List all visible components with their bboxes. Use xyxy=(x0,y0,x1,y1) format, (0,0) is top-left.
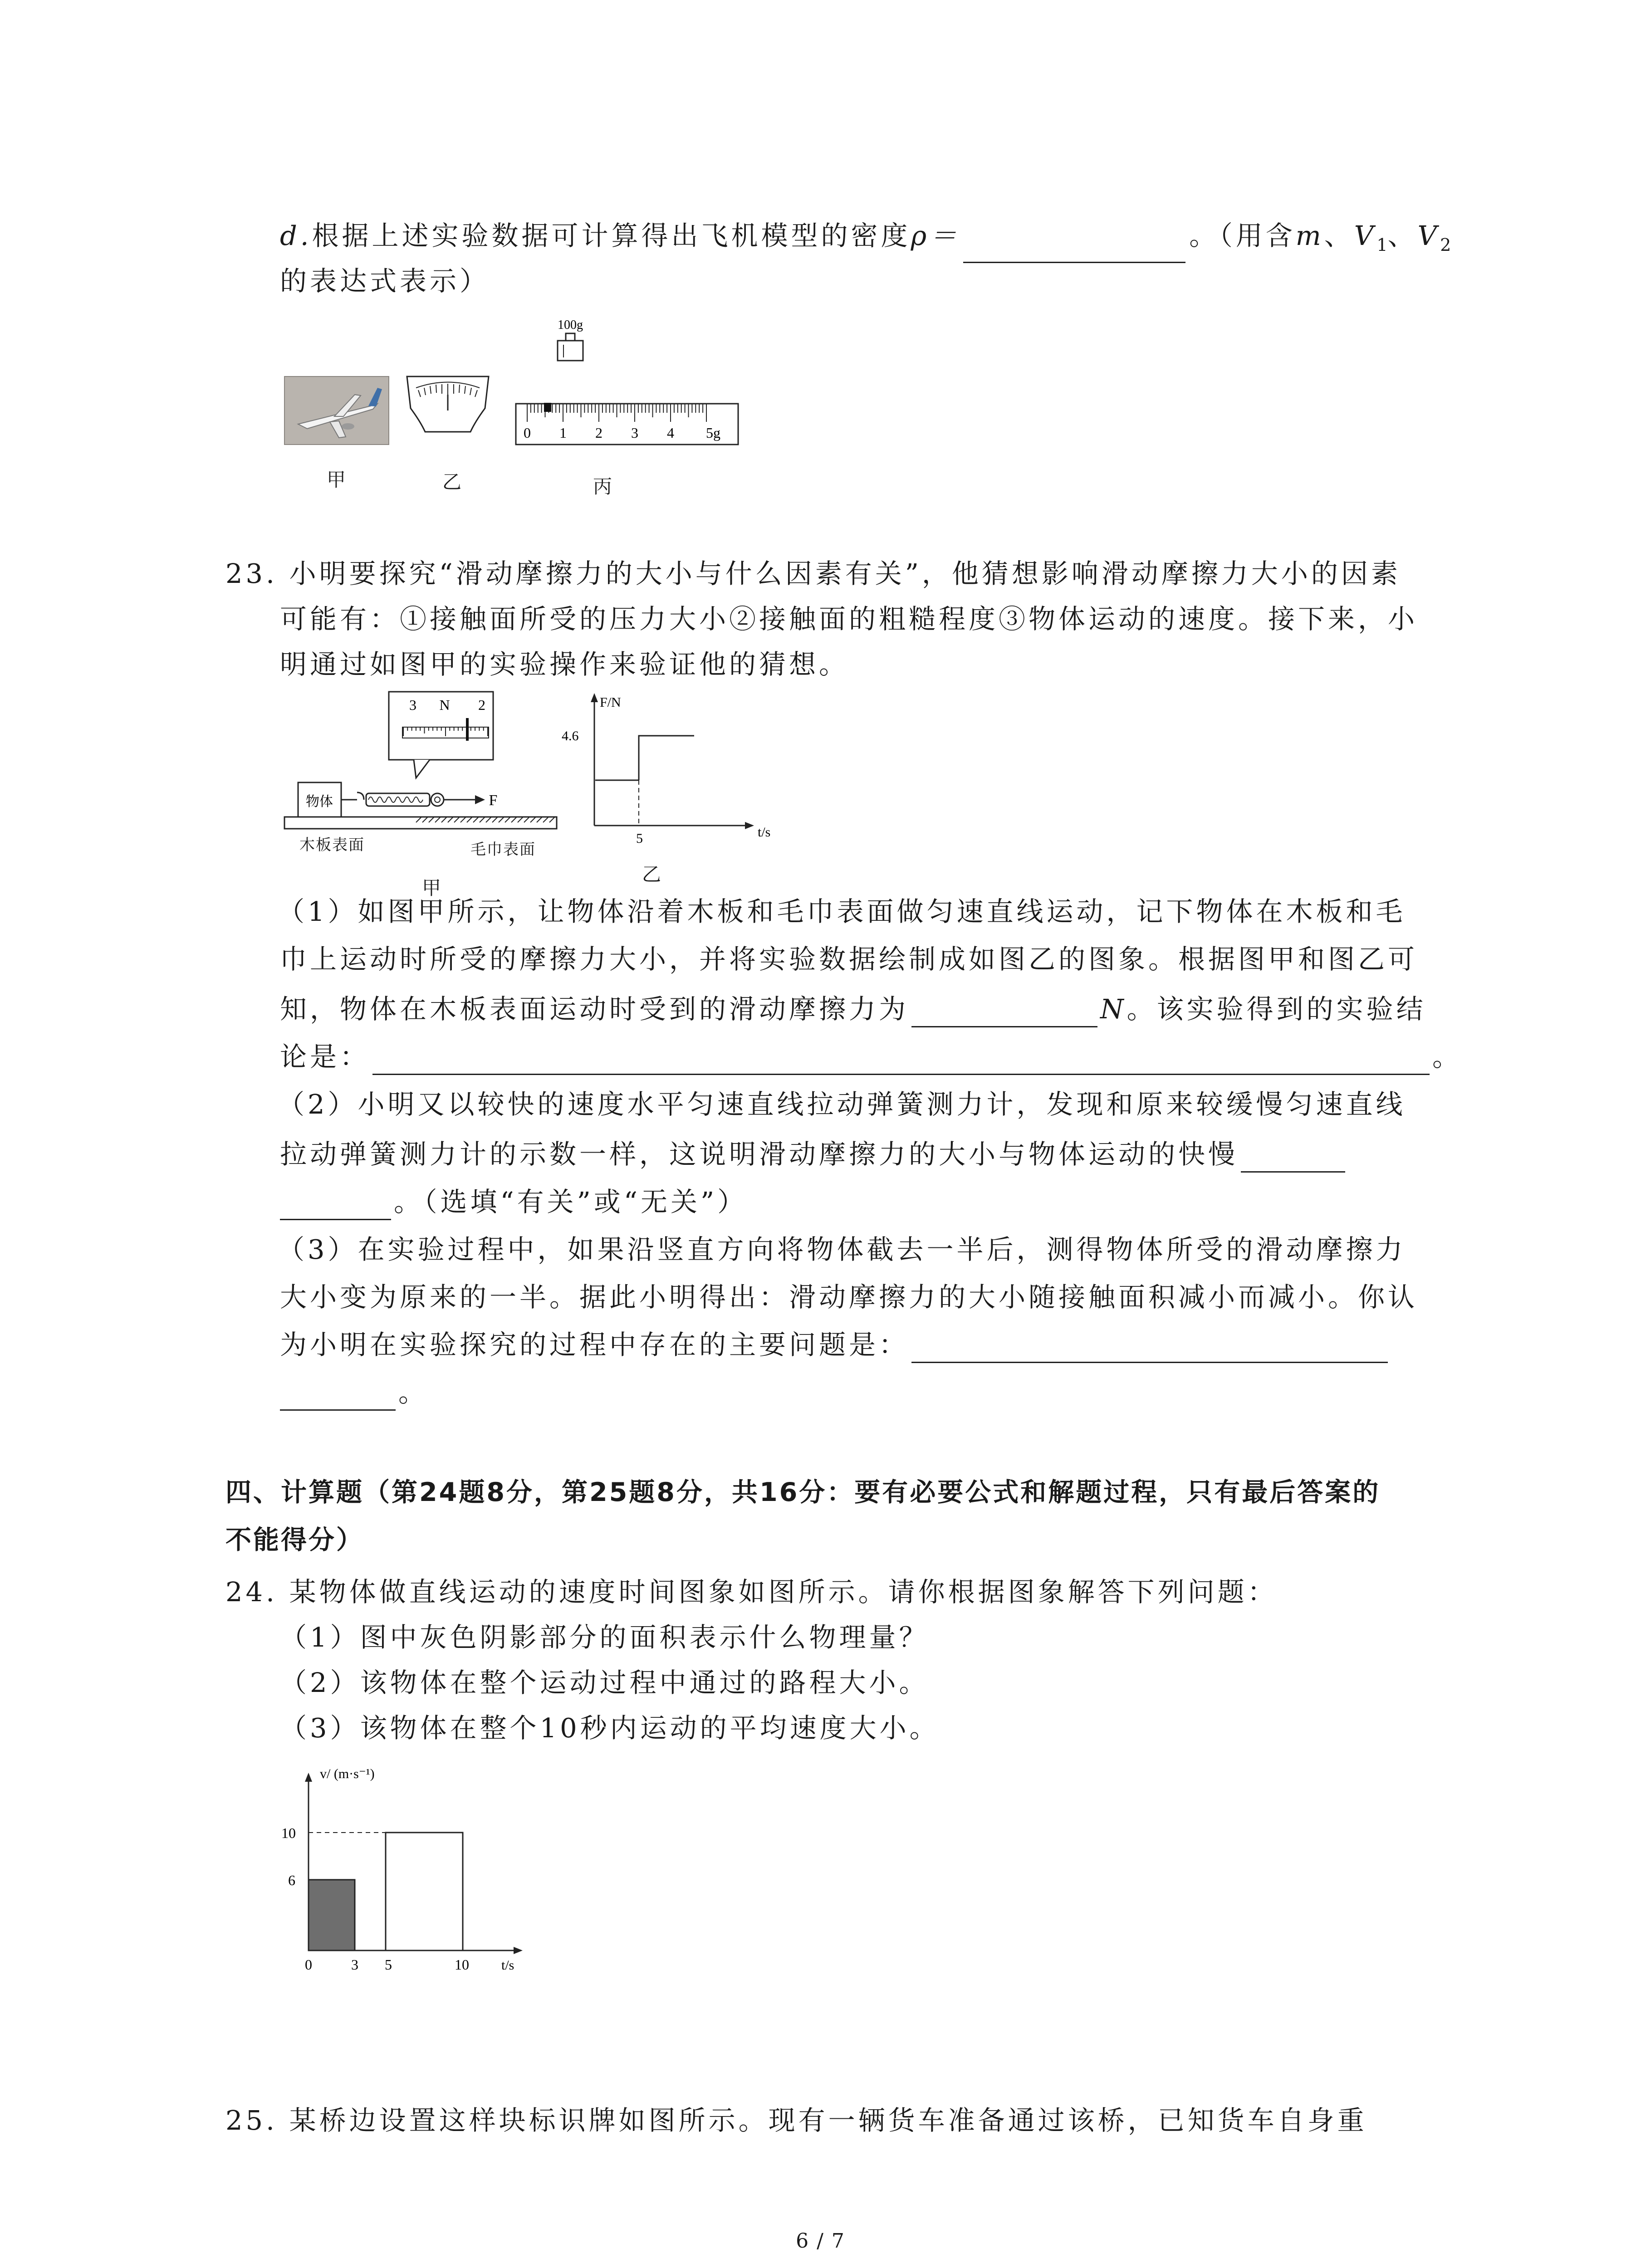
label-wood-surface: 木板表面 xyxy=(299,836,365,854)
q22-line-1: d.根据上述实验数据可计算得出飞机模型的密度ρ＝ 。（用含m、$V_1$、$V_2$ xyxy=(280,218,1451,263)
vt-xtick-3: 3 xyxy=(351,1956,358,1973)
vt-ylabel: v/ (m·s⁻¹) xyxy=(320,1766,375,1781)
q23-p3-line-2: 大小变为原来的一半。据此小明得出：滑动摩擦力的大小随接触面积减小而减小。你认 xyxy=(280,1281,1418,1313)
vt-ytick-6: 6 xyxy=(288,1872,295,1888)
answer-blank-friction[interactable] xyxy=(911,999,1097,1027)
friction-apparatus xyxy=(284,782,557,829)
caption-bing-22: 丙 xyxy=(593,475,613,498)
vt-segment-2 xyxy=(386,1833,463,1950)
vt-xtick-5: 5 xyxy=(385,1956,392,1973)
q23-line-3: 明通过如图甲的实验操作来验证他的猜想。 xyxy=(280,649,849,680)
block-label: 物体 xyxy=(306,794,333,809)
meter-label-2: 2 xyxy=(478,697,485,713)
vt-segment-1 xyxy=(309,1880,355,1950)
answer-blank-speed-b[interactable] xyxy=(280,1192,391,1220)
balance-dial xyxy=(407,376,489,432)
answer-blank-density[interactable] xyxy=(963,235,1185,263)
section-4-heading-line-1: 四、计算题（第24题8分，第25题8分，共16分：要有必要公式和解题过程，只有最后答案的 xyxy=(225,1477,1381,1507)
label-towel-surface: 毛巾表面 xyxy=(470,841,536,859)
q24-sub-1: （1）图中灰色阴影部分的面积表示什么物理量？ xyxy=(280,1622,929,1653)
spring-meter-zoom xyxy=(389,692,493,778)
q25-line-1: 25. 某桥边设置这样块标识牌如图所示。现有一辆货车准备通过该桥，已知货车自身重 xyxy=(225,2105,1367,2136)
q23-line-2: 可能有：①接触面所受的压力大小②接触面的粗糙程度③物体运动的速度。接下来，小 xyxy=(280,603,1418,635)
q22-line-2: 的表达式表示） xyxy=(280,265,490,297)
q22-figure xyxy=(280,313,761,449)
meter-label-3: 3 xyxy=(409,697,416,713)
ft-ylabel: F/N xyxy=(600,695,621,710)
force-label: F xyxy=(489,792,498,809)
answer-blank-problem-b[interactable] xyxy=(280,1382,396,1411)
q24-sub-3: （3）该物体在整个10秒内运动的平均速度大小。 xyxy=(280,1712,940,1744)
ft-xlabel: t/s xyxy=(758,825,771,840)
ruler-label-3: 3 xyxy=(631,425,638,441)
meter-label-n: N xyxy=(439,697,450,713)
ruler-label-1: 1 xyxy=(559,425,567,441)
weight-100g xyxy=(558,318,583,361)
answer-blank-conclusion[interactable] xyxy=(372,1046,1430,1075)
vt-xlabel: t/s xyxy=(501,1958,514,1973)
q23-figure-yi xyxy=(558,689,812,862)
q23-p1-line-4: 论是： 。 xyxy=(280,1039,1462,1075)
ft-yvalue: 4.6 xyxy=(562,728,579,743)
ft-line-2 xyxy=(639,736,694,780)
q23-p2-line-3: 。（选填“有关”或“无关”） xyxy=(280,1184,747,1220)
q24-sub-2: （2）该物体在整个运动过程中通过的路程大小。 xyxy=(280,1667,929,1698)
q23-p1-line-1: （1）如图甲所示，让物体沿着木板和毛巾表面做匀速直线运动，记下物体在木板和毛 xyxy=(278,896,1406,927)
q23-p2-line-2: 拉动弹簧测力计的示数一样，这说明滑动摩擦力的大小与物体运动的快慢 xyxy=(280,1136,1345,1173)
q23-p3-line-1: （3）在实验过程中，如果沿竖直方向将物体截去一半后，测得物体所受的滑动摩擦力 xyxy=(278,1234,1406,1265)
q23-p1-line-3: 知，物体在木板表面运动时受到的滑动摩擦力为 N。该实验得到的实验结 xyxy=(280,991,1426,1027)
q23-p3-line-4: 。 xyxy=(280,1374,428,1411)
svg-text:100g: 100g xyxy=(558,318,583,332)
answer-blank-speed-a[interactable] xyxy=(1241,1144,1345,1173)
vt-xtick-0: 0 xyxy=(305,1956,312,1973)
page-number: 6 / 7 xyxy=(796,2229,845,2253)
slider-ruler xyxy=(516,403,738,445)
caption-jia-22: 甲 xyxy=(327,469,347,491)
ruler-label-2: 2 xyxy=(595,425,603,441)
ruler-label-4: 4 xyxy=(667,425,674,441)
airplane-model-photo xyxy=(284,376,389,445)
caption-yi-22: 乙 xyxy=(442,471,463,493)
q23-line-1: 23. 小明要探究“滑动摩擦力的大小与什么因素有关”，他猜想影响滑动摩擦力大小的因素 xyxy=(225,558,1401,589)
vt-ytick-10: 10 xyxy=(281,1825,296,1841)
answer-blank-problem-a[interactable] xyxy=(911,1334,1388,1363)
q23-p1-line-2: 巾上运动时所受的摩擦力大小，并将实验数据绘制成如图乙的图象。根据图甲和图乙可 xyxy=(280,943,1418,975)
q23-p3-line-3: 为小明在实验探究的过程中存在的主要问题是： xyxy=(280,1327,1388,1363)
caption-jia-23: 甲 xyxy=(422,877,442,899)
caption-yi-23: 乙 xyxy=(642,863,662,885)
section-4-heading-line-2: 不能得分） xyxy=(225,1525,364,1555)
ruler-label-5: 5g xyxy=(706,425,720,441)
q23-p2-line-1: （2）小明又以较快的速度水平匀速直线拉动弹簧测力计，发现和原来较缓慢匀速直线 xyxy=(278,1089,1406,1120)
q24-vt-chart xyxy=(272,1760,554,1978)
q24-line-1: 24. 某物体做直线运动的速度时间图象如图所示。请你根据图象解答下列问题： xyxy=(225,1576,1278,1608)
vt-xtick-10: 10 xyxy=(455,1956,469,1973)
ruler-label-0: 0 xyxy=(524,425,531,441)
ft-xtick-5: 5 xyxy=(636,831,643,846)
